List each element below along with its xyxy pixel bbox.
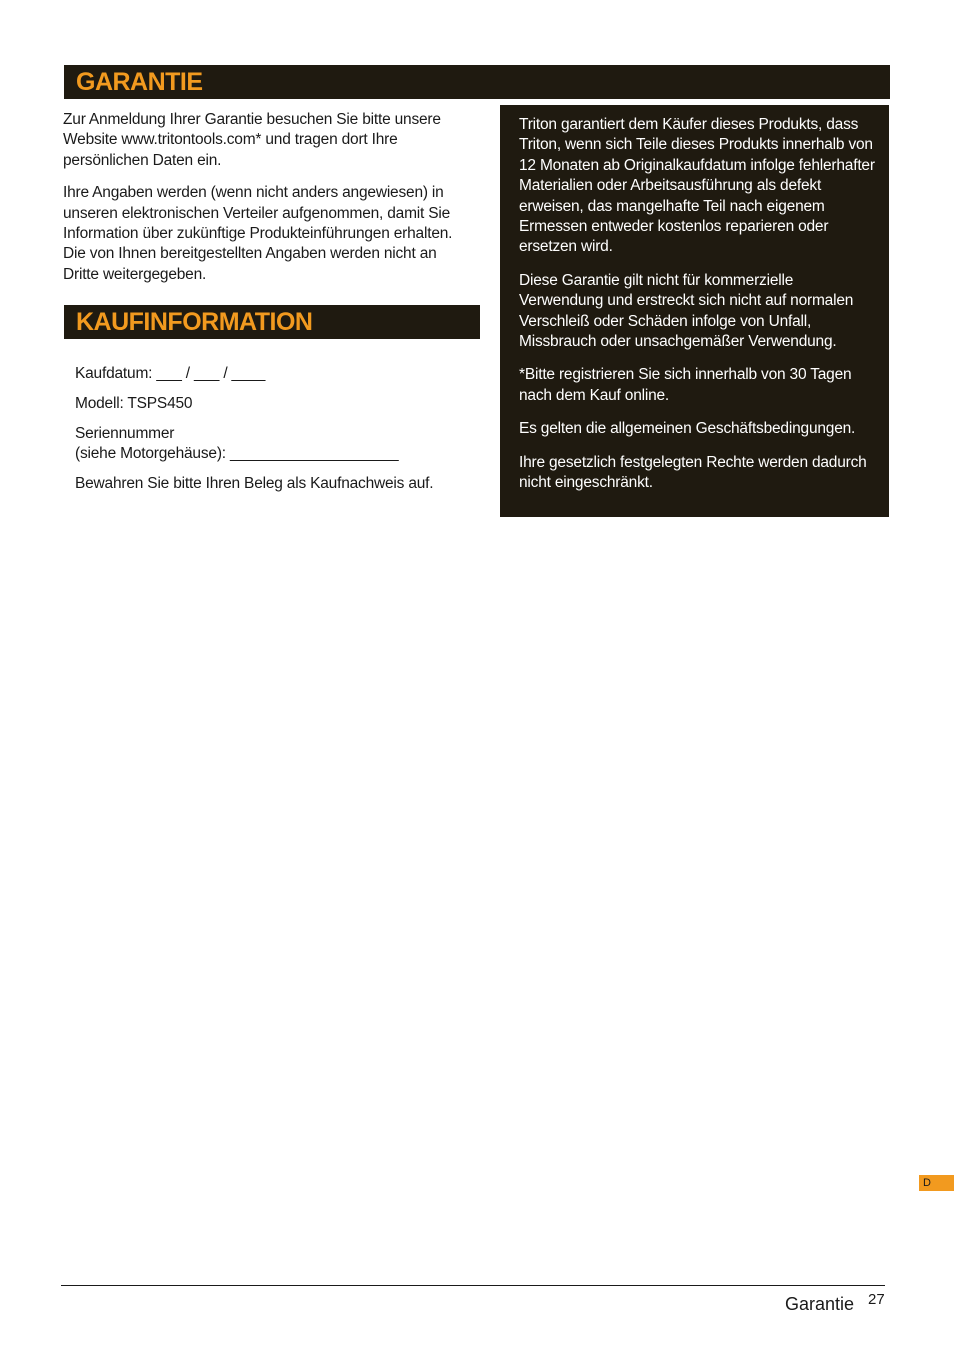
kaufinformation-heading: KAUFINFORMATION — [76, 308, 313, 336]
warranty-paragraph: Triton garantiert dem Käufer dieses Produkts, dass Triton, wenn sich Teile dieses Produkts innerhalb von 12 Monaten ab Originalkaufdatum infolge fehlerhafter Materialien oder Arbeitsausführung als defekt erweisen, das mangelhafte Teil nach eigenem Ermessen entweder kostenlos reparieren oder ersetzen wird. — [519, 116, 875, 256]
warranty-paragraph: Ihre gesetzlich festgelegten Rechte werden dadurch nicht eingeschränkt. — [519, 453, 867, 492]
footer-section-label: Garantie — [785, 1294, 855, 1314]
warranty-terms-box — [500, 105, 889, 517]
garantie-heading: GARANTIE — [76, 68, 203, 96]
seriennummer-hint: (siehe Motorgehäuse): ____________________ — [75, 445, 399, 462]
warranty-paragraph: Diese Garantie gilt nicht für kommerzielle Verwendung und erstreckt sich nicht auf normalen Verschleiß oder Schäden infolge von Unfall, Missbrauch oder unsachgemäßer Verwendung. — [519, 271, 854, 351]
footer-divider — [61, 1285, 885, 1286]
kaufinformation-fields — [75, 364, 475, 504]
page-number: 27 — [868, 1291, 885, 1308]
language-tab: D — [919, 1175, 954, 1191]
garantie-paragraph: Zur Anmeldung Ihrer Garantie besuchen Sie bitte unsere Website www.tritontools.com* und tragen dort Ihre persönlichen Daten ein. — [63, 111, 441, 169]
warranty-paragraph: *Bitte registrieren Sie sich innerhalb von 30 Tagen nach dem Kauf online. — [519, 366, 852, 404]
garantie-heading-bar — [64, 65, 890, 99]
warranty-paragraph: Es gelten die allgemeinen Geschäftsbedingungen. — [519, 420, 856, 438]
kaufinformation-heading-bar — [64, 305, 480, 339]
garantie-text — [63, 110, 473, 297]
seriennummer-label: Seriennummer — [75, 425, 175, 442]
beleg-note: Bewahren Sie bitte Ihren Beleg als Kaufnachweis auf. — [75, 475, 434, 492]
seriennummer-field — [75, 424, 475, 464]
warranty-terms-text — [519, 115, 879, 507]
garantie-paragraph: Ihre Angaben werden (wenn nicht anders angewiesen) in unseren elektronischen Verteiler aufgenommen, damit Sie Information über zukünftige Produkteinführungen erhalten. Die von Ihnen bereitgestellten Angaben werden nicht an Dritte weitergegeben. — [63, 184, 453, 283]
modell-field: Modell: TSPS450 — [75, 395, 193, 412]
kaufdatum-field: Kaufdatum: ___ / ___ / ____ — [75, 365, 266, 382]
